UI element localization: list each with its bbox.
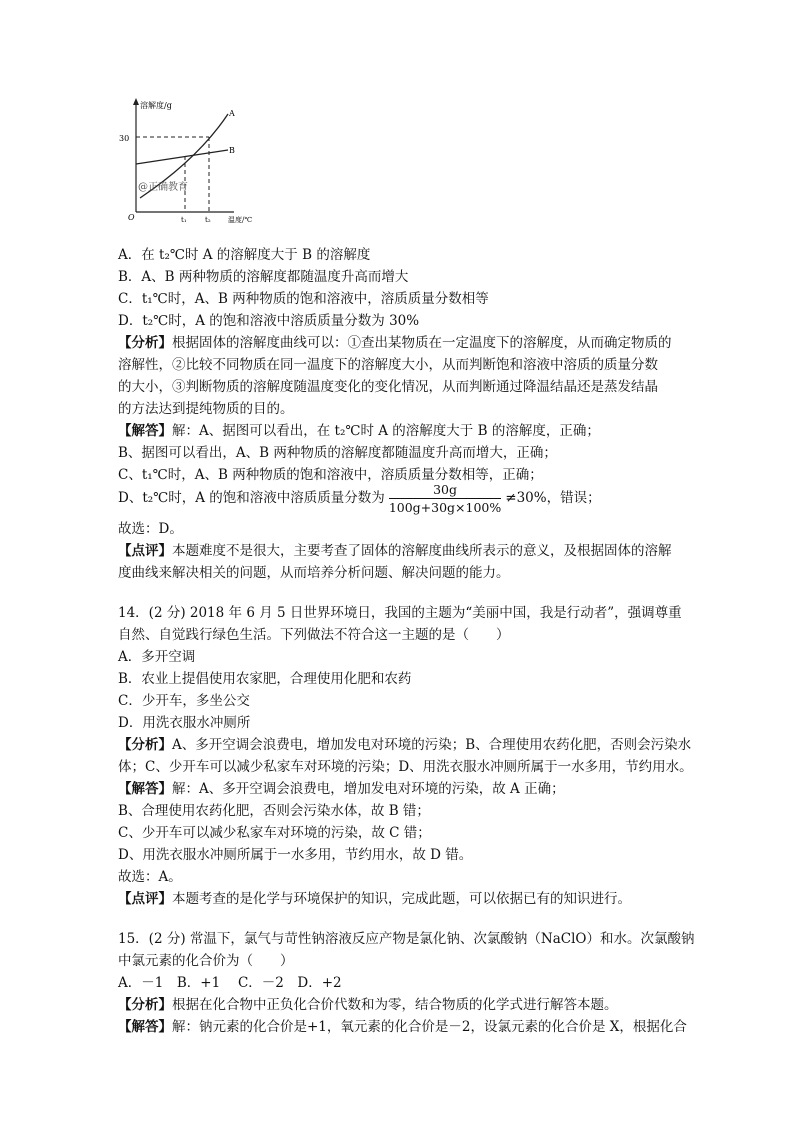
curve-b xyxy=(136,150,228,164)
q13-answer-d-suffix: ≠30%，错误； xyxy=(505,490,601,506)
q15-answer-line-1 xyxy=(118,1018,687,1036)
solubility-curve-figure xyxy=(108,94,278,226)
q14-choice: 故选：A。 xyxy=(118,869,182,885)
q15-stem-line-2: 中氯元素的化合价为（ ） xyxy=(118,953,294,969)
q14-analysis-line-2: 体；C、少开车可以减少私家车对环境的污染；D、用洗衣服水冲厕所属于一水多用，节约用水。 xyxy=(118,759,693,775)
q13-answer-d-prefix: D、t₂℃时，A 的饱和溶液中溶质质量分数为 xyxy=(118,490,385,506)
analysis-tag: 【分析】 xyxy=(118,335,172,351)
analysis-tag: 【分析】 xyxy=(118,997,172,1013)
q14-answer-line-1 xyxy=(118,780,565,798)
fraction-denominator: 100g+30g×100% xyxy=(388,500,502,515)
q13-option-a: A．在 t₂℃时 A 的溶解度大于 B 的溶解度 xyxy=(118,247,371,263)
q15-stem-line-1: 15．(2 分) 常温下，氯气与苛性钠溶液反应产物是氯化钠、次氯酸钠（NaClO）和水。次氯酸钠 xyxy=(118,931,695,947)
q14-option-d: D．用洗衣服水冲厕所 xyxy=(118,715,251,731)
q13-answer-line-1 xyxy=(118,422,600,440)
q13-answer-line-3: C、t₁℃时，A、B 两种物质的饱和溶液中，溶质质量分数相等，正确； xyxy=(118,467,543,483)
q14-analysis-line-1 xyxy=(118,736,691,754)
fraction-numerator: 30g xyxy=(389,482,501,499)
q13-analysis-text: 根据固体的溶解度曲线可以：①查出某物质在一定温度下的溶解度，从而确定物质的 xyxy=(172,335,672,351)
q13-option-d: D．t₂℃时，A 的饱和溶液中溶质质量分数为 30% xyxy=(118,313,420,329)
q13-analysis-line-4: 的方法达到提纯物质的目的。 xyxy=(118,401,294,417)
q13-option-b: B．A、B 两种物质的溶解度都随温度升高而增大 xyxy=(118,269,409,285)
q14-analysis-text: A、多开空调会浪费电，增加发电对环境的污染；B、合理使用农药化肥，否则会污染水 xyxy=(172,737,692,753)
q14-option-b: B．农业上提倡使用农家肥，合理使用化肥和农药 xyxy=(118,671,412,687)
q14-stem-line-1: 14．(2 分) 2018 年 6 月 5 日世界环境日，我国的主题为“美丽中国，我是行动者”，强调尊重 xyxy=(118,605,682,621)
y-tick-30: 30 xyxy=(119,134,130,143)
q14-option-c: C．少开车，多坐公交 xyxy=(118,693,250,709)
q13-analysis-line-2: 溶解性，②比较不同物质在同一温度下的溶解度大小，从而判断饱和溶液中溶质的质量分数 xyxy=(118,357,658,373)
answer-tag: 【解答】 xyxy=(118,423,172,439)
y-axis-arrow xyxy=(133,98,139,105)
q14-comment-line-1 xyxy=(118,890,631,908)
q14-answer-line-3: C、少开车可以减少私家车对环境的污染，故 C 错； xyxy=(118,825,431,841)
origin-label: O xyxy=(128,213,135,222)
q14-comment-text: 本题考查的是化学与环境保护的知识，完成此题，可以依据已有的知识进行。 xyxy=(172,891,631,907)
y-axis-label: 溶解度/g xyxy=(140,101,172,110)
curve-a-label: A xyxy=(229,109,235,118)
q13-answer-text: 解：A、据图可以看出，在 t₂℃时 A 的溶解度大于 B 的溶解度，正确； xyxy=(172,423,600,439)
q14-answer-line-4: D、用洗衣服水冲厕所属于一水多用，节约用水，故 D 错。 xyxy=(118,847,473,863)
q15-analysis-line-1 xyxy=(118,996,618,1014)
q14-option-a: A．多开空调 xyxy=(118,649,196,665)
q13-choice: 故选：D。 xyxy=(118,521,183,537)
q15-analysis-text: 根据在化合物中正负化合价代数和为零，结合物质的化学式进行解答本题。 xyxy=(172,997,618,1013)
fraction xyxy=(389,482,501,515)
q14-stem-line-2: 自然、自觉践行绿色生活。下列做法不符合这一主题的是（ ） xyxy=(118,627,510,643)
q13-analysis-line-1 xyxy=(118,334,672,352)
q13-comment-text: 本题难度不是很大，主要考查了固体的溶解度曲线所表示的意义，及根据固体的溶解 xyxy=(172,543,672,559)
q13-answer-line-4 xyxy=(118,480,601,516)
answer-tag: 【解答】 xyxy=(118,1019,172,1035)
analysis-tag: 【分析】 xyxy=(118,737,172,753)
x-axis-label: 温度/℃ xyxy=(228,216,253,224)
x-tick-t1: t₁ xyxy=(181,216,187,224)
solubility-chart xyxy=(108,94,278,226)
q14-answer-line-2: B、合理使用农药化肥，否则会污染水体，故 B 错； xyxy=(118,803,430,819)
q13-comment-line-1 xyxy=(118,542,672,560)
q15-answer-text: 解：钠元素的化合价是+1，氧元素的化合价是－2，设氯元素的化合价是 X，根据化合 xyxy=(172,1019,687,1035)
curve-b-label: B xyxy=(229,146,235,155)
x-tick-t2: t₂ xyxy=(205,216,211,224)
q13-analysis-line-3: 的大小，③判断物质的溶解度随温度变化的变化情况，从而判断通过降温结晶还是蒸发结晶 xyxy=(118,379,658,395)
watermark: @正确教育 xyxy=(138,182,188,193)
q15-options: A．－1 B．+1 C．－2 D．+2 xyxy=(118,975,342,991)
comment-tag: 【点评】 xyxy=(118,543,172,559)
q13-option-c: C．t₁℃时，A、B 两种物质的饱和溶液中，溶质质量分数相等 xyxy=(118,291,489,307)
q14-answer-text: 解：A、多开空调会浪费电，增加发电对环境的污染，故 A 正确； xyxy=(172,781,565,797)
q13-answer-line-2: B、据图可以看出，A、B 两种物质的溶解度都随温度升高而增大，正确； xyxy=(118,445,557,461)
answer-tag: 【解答】 xyxy=(118,781,172,797)
comment-tag: 【点评】 xyxy=(118,891,172,907)
q13-comment-line-2: 度曲线来解决相关的问题，从而培养分析问题、解决问题的能力。 xyxy=(118,565,510,581)
